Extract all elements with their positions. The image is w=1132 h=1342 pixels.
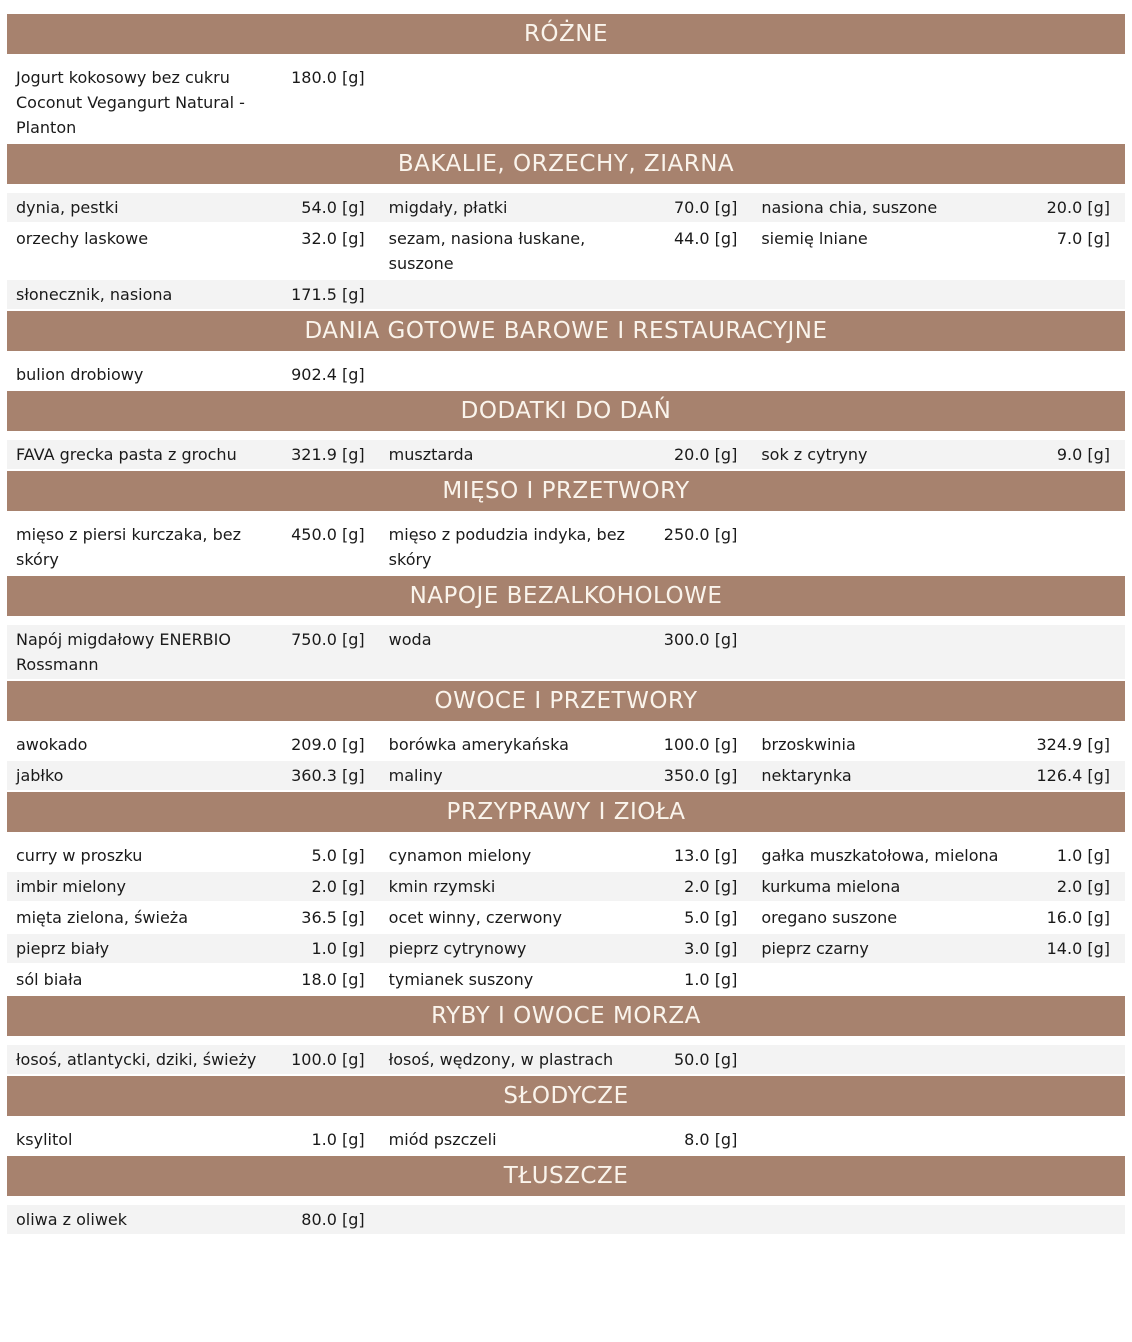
category-title: RYBY I OWOCE MORZA (431, 1003, 701, 1029)
list-item (380, 841, 753, 870)
category-header (7, 391, 1125, 431)
category-section (7, 576, 1125, 679)
category-rows (7, 721, 1125, 790)
list-item (7, 360, 380, 389)
list-item (380, 872, 753, 901)
item-amount: 70.0 [g] (673, 198, 738, 217)
item-amount: 324.9 [g] (1036, 735, 1110, 754)
item-amount: 14.0 [g] (1046, 939, 1110, 958)
category-title: RÓŻNE (523, 21, 609, 47)
item-amount: 5.0 [g] (684, 908, 738, 927)
item-name: tymianek suszony (388, 970, 534, 989)
item-row (7, 625, 1125, 679)
item-name: ocet winny, czerwony (388, 908, 562, 927)
list-item (380, 224, 753, 278)
list-item (752, 440, 1125, 469)
list-item (752, 193, 1125, 222)
list-item (752, 761, 1125, 790)
category-title: MIĘSO I PRZETWORY (442, 478, 690, 504)
item-name: gałka muszkatołowa, mielona (761, 846, 999, 865)
item-amount: 36.5 [g] (301, 908, 365, 927)
item-amount: 2.0 [g] (684, 877, 738, 896)
item-name: woda (388, 630, 432, 649)
item-name: ksylitol (16, 1130, 73, 1149)
item-amount: 1.0 [g] (684, 970, 738, 989)
item-name: dynia, pestki (16, 198, 119, 217)
item-row (7, 63, 1125, 142)
category-title: SŁODYCZE (503, 1083, 629, 1109)
category-section (7, 681, 1125, 790)
list-item (7, 440, 380, 469)
item-row (7, 1045, 1125, 1074)
list-item (7, 1205, 380, 1234)
item-name: mięso z piersi kurczaka, bez skóry (16, 525, 241, 569)
list-item (380, 730, 753, 759)
item-amount: 126.4 [g] (1036, 766, 1110, 785)
item-amount: 209.0 [g] (291, 735, 365, 754)
list-item (7, 63, 380, 142)
item-row (7, 280, 1125, 309)
item-amount: 450.0 [g] (291, 525, 365, 544)
category-section (7, 311, 1125, 389)
item-amount: 300.0 [g] (663, 630, 738, 649)
list-item (380, 625, 753, 679)
item-row (7, 730, 1125, 759)
list-item (380, 761, 753, 790)
category-title: DANIA GOTOWE BAROWE I RESTAURACYJNE (304, 318, 828, 344)
item-name: musztarda (388, 445, 474, 464)
item-name: oliwa z oliwek (16, 1210, 128, 1229)
list-item (380, 1125, 753, 1154)
list-item (7, 625, 380, 679)
item-name: kmin rzymski (388, 877, 496, 896)
list-item (380, 903, 753, 932)
list-item (380, 440, 753, 469)
category-header (7, 792, 1125, 832)
list-item (380, 965, 753, 994)
item-row (7, 520, 1125, 574)
item-row (7, 1205, 1125, 1234)
item-amount: 1.0 [g] (311, 1130, 365, 1149)
item-name: Napój migdałowy ENERBIO Rossmann (16, 630, 231, 674)
item-amount: 171.5 [g] (291, 285, 365, 304)
item-amount: 9.0 [g] (1056, 445, 1110, 464)
category-section (7, 996, 1125, 1074)
list-item (7, 903, 380, 932)
item-name: maliny (388, 766, 443, 785)
list-item (7, 193, 380, 222)
item-row (7, 360, 1125, 389)
item-name: migdały, płatki (388, 198, 508, 217)
item-name: oregano suszone (761, 908, 898, 927)
item-amount: 2.0 [g] (311, 877, 365, 896)
item-amount: 1.0 [g] (1056, 846, 1110, 865)
category-section (7, 792, 1125, 994)
list-item (7, 730, 380, 759)
item-name: słonecznik, nasiona (16, 285, 173, 304)
item-name: pieprz czarny (761, 939, 869, 958)
list-item (7, 761, 380, 790)
item-row (7, 193, 1125, 222)
list-item (7, 224, 380, 278)
category-section (7, 1156, 1125, 1234)
list-item (380, 934, 753, 963)
list-item (7, 841, 380, 870)
item-amount: 32.0 [g] (301, 229, 365, 248)
category-section (7, 14, 1125, 142)
item-name: nektarynka (761, 766, 852, 785)
list-item (752, 730, 1125, 759)
item-amount: 321.9 [g] (291, 445, 365, 464)
item-name: bulion drobiowy (16, 365, 144, 384)
category-header (7, 996, 1125, 1036)
category-rows (7, 431, 1125, 469)
list-item (7, 872, 380, 901)
item-amount: 1.0 [g] (311, 939, 365, 958)
item-name: Jogurt kokosowy bez cukru Coconut Vegangurt Natural - Planton (16, 68, 245, 137)
item-name: pieprz biały (16, 939, 110, 958)
item-name: curry w proszku (16, 846, 143, 865)
item-amount: 250.0 [g] (663, 525, 738, 544)
item-amount: 44.0 [g] (673, 229, 738, 248)
list-item (752, 903, 1125, 932)
list-item (7, 934, 380, 963)
category-header (7, 576, 1125, 616)
item-row (7, 224, 1125, 278)
category-title: OWOCE I PRZETWORY (434, 688, 698, 714)
category-rows (7, 1196, 1125, 1234)
item-name: kurkuma mielona (761, 877, 901, 896)
category-section (7, 1076, 1125, 1154)
list-item (752, 872, 1125, 901)
list-item (380, 193, 753, 222)
category-rows (7, 184, 1125, 309)
item-amount: 54.0 [g] (301, 198, 365, 217)
item-amount: 50.0 [g] (673, 1050, 738, 1069)
item-amount: 3.0 [g] (684, 939, 738, 958)
category-title: TŁUSZCZE (503, 1163, 629, 1189)
item-name: jabłko (16, 766, 64, 785)
item-name: miód pszczeli (388, 1130, 497, 1149)
category-rows (7, 1116, 1125, 1154)
item-name: mięta zielona, świeża (16, 908, 188, 927)
category-sections (7, 14, 1125, 1234)
list-item (380, 1045, 753, 1074)
category-rows (7, 1036, 1125, 1074)
category-header (7, 1076, 1125, 1116)
item-amount: 2.0 [g] (1056, 877, 1110, 896)
list-item (7, 280, 380, 309)
item-row (7, 1125, 1125, 1154)
item-name: FAVA grecka pasta z grochu (16, 445, 237, 464)
category-header (7, 681, 1125, 721)
item-name: awokado (16, 735, 88, 754)
item-amount: 80.0 [g] (301, 1210, 365, 1229)
item-name: cynamon mielony (388, 846, 532, 865)
item-name: imbir mielony (16, 877, 127, 896)
category-title: DODATKI DO DAŃ (460, 398, 672, 424)
item-amount: 8.0 [g] (684, 1130, 738, 1149)
category-rows (7, 511, 1125, 574)
item-name: borówka amerykańska (388, 735, 569, 754)
category-section (7, 471, 1125, 574)
item-name: orzechy laskowe (16, 229, 149, 248)
list-item (7, 965, 380, 994)
category-title: NAPOJE BEZALKOHOLOWE (409, 583, 723, 609)
item-row (7, 903, 1125, 932)
item-amount: 7.0 [g] (1056, 229, 1110, 248)
item-name: siemię lniane (761, 229, 868, 248)
item-name: nasiona chia, suszone (761, 198, 938, 217)
item-row (7, 934, 1125, 963)
category-header (7, 14, 1125, 54)
item-amount: 20.0 [g] (1046, 198, 1110, 217)
item-name: łosoś, atlantycki, dziki, świeży (16, 1050, 257, 1069)
item-amount: 902.4 [g] (291, 365, 365, 384)
item-name: pieprz cytrynowy (388, 939, 527, 958)
item-row (7, 761, 1125, 790)
item-amount: 360.3 [g] (291, 766, 365, 785)
item-amount: 100.0 [g] (291, 1050, 365, 1069)
list-item (7, 1125, 380, 1154)
item-name: mięso z podudzia indyka, bez skóry (388, 525, 625, 569)
category-rows (7, 351, 1125, 389)
category-header (7, 311, 1125, 351)
list-item (7, 1045, 380, 1074)
item-row (7, 965, 1125, 994)
category-header (7, 144, 1125, 184)
item-amount: 13.0 [g] (673, 846, 738, 865)
category-rows (7, 832, 1125, 994)
item-row (7, 841, 1125, 870)
item-amount: 180.0 [g] (291, 68, 365, 87)
category-title: PRZYPRAWY I ZIOŁA (446, 799, 686, 825)
item-amount: 20.0 [g] (673, 445, 738, 464)
list-item (752, 841, 1125, 870)
item-name: łosoś, wędzony, w plastrach (388, 1050, 614, 1069)
list-item (752, 934, 1125, 963)
category-header (7, 1156, 1125, 1196)
item-amount: 5.0 [g] (311, 846, 365, 865)
list-item (7, 520, 380, 574)
category-header (7, 471, 1125, 511)
list-item (380, 520, 753, 574)
item-amount: 750.0 [g] (291, 630, 365, 649)
item-amount: 18.0 [g] (301, 970, 365, 989)
category-rows (7, 616, 1125, 679)
item-row (7, 440, 1125, 469)
item-name: sok z cytryny (761, 445, 868, 464)
item-name: sezam, nasiona łuskane, suszone (388, 229, 586, 273)
category-section (7, 391, 1125, 469)
item-amount: 100.0 [g] (663, 735, 738, 754)
item-name: sól biała (16, 970, 83, 989)
item-amount: 350.0 [g] (663, 766, 738, 785)
category-section (7, 144, 1125, 309)
category-title: BAKALIE, ORZECHY, ZIARNA (397, 151, 735, 177)
category-rows (7, 54, 1125, 142)
list-item (752, 224, 1125, 278)
item-row (7, 872, 1125, 901)
item-amount: 16.0 [g] (1046, 908, 1110, 927)
item-name: brzoskwinia (761, 735, 856, 754)
